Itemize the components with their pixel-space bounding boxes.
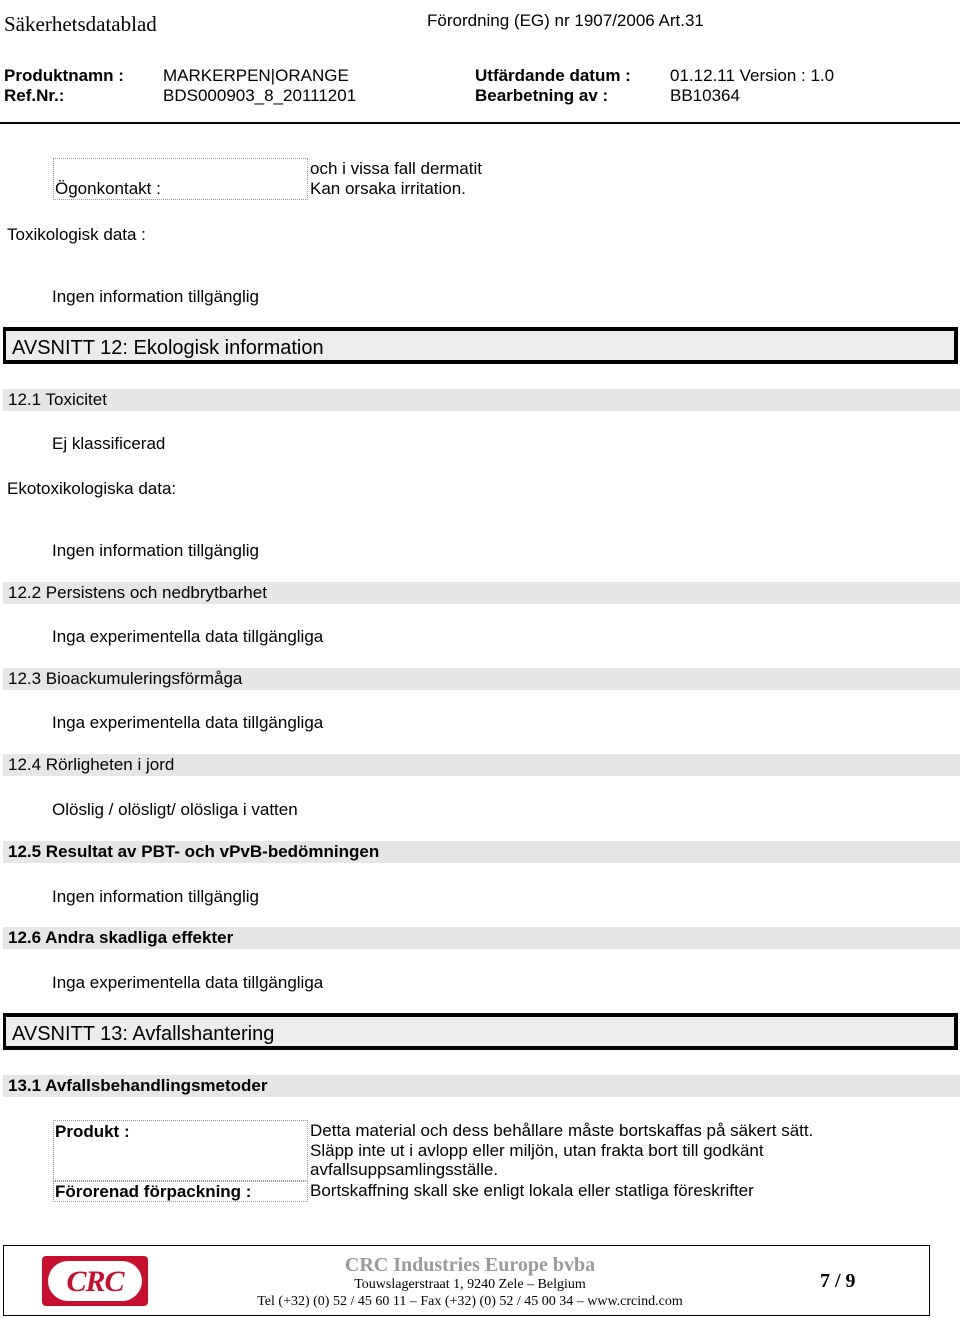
section-12-title: AVSNITT 12: Ekologisk information xyxy=(12,337,324,359)
subsection-12-2-header xyxy=(3,582,960,604)
page-number: 7 / 9 xyxy=(820,1270,856,1292)
header-divider xyxy=(0,122,960,124)
ref-number-value: BDS000903_8_20111201 xyxy=(163,86,357,105)
subsection-12-2-value: Inga experimentella data tillgängliga xyxy=(52,627,324,646)
toxicological-data-label: Toxikologisk data : xyxy=(7,225,146,244)
footer-contact: Tel (+32) (0) 52 / 45 60 11 – Fax (+32) (0) 52 / 45 00 34 – www.crcind.com xyxy=(257,1294,683,1309)
subsection-12-5-header xyxy=(3,841,960,863)
subsection-12-2-title: 12.2 Persistens och nedbrytbarhet xyxy=(8,583,267,602)
eye-contact-line-2: Kan orsaka irritation. xyxy=(310,179,466,198)
product-disposal-label: Produkt : xyxy=(55,1122,130,1141)
issue-date-value: 01.12.11 Version : 1.0 xyxy=(670,66,835,85)
ecotoxicological-data-label: Ekotoxikologiska data: xyxy=(7,479,177,498)
ref-number-label: Ref.Nr.: xyxy=(4,86,65,105)
product-name-value: MARKERPEN|ORANGE xyxy=(163,66,349,85)
subsection-12-6-title: 12.6 Andra skadliga effekter xyxy=(8,928,234,947)
edited-by-value: BB10364 xyxy=(670,86,740,105)
edited-by-label: Bearbetning av : xyxy=(475,86,609,105)
subsection-12-6-value: Inga experimentella data tillgängliga xyxy=(52,973,324,992)
regulation-reference: Förordning (EG) nr 1907/2006 Art.31 xyxy=(427,11,704,30)
subsection-12-3-value: Inga experimentella data tillgängliga xyxy=(52,713,324,732)
crc-logo xyxy=(42,1256,148,1306)
footer-company-name: CRC Industries Europe bvba xyxy=(344,1254,596,1276)
eye-contact-line-1: och i vissa fall dermatit xyxy=(310,159,482,178)
subsection-12-3-title: 12.3 Bioackumuleringsförmåga xyxy=(8,669,243,688)
section-13-title: AVSNITT 13: Avfallshantering xyxy=(12,1023,275,1045)
packaging-disposal-label: Förorenad förpackning : xyxy=(55,1182,252,1201)
toxicological-data-value: Ingen information tillgänglig xyxy=(52,287,259,306)
product-label-cell xyxy=(53,1120,308,1181)
packaging-disposal-value: Bortskaffning skall ske enligt lokala eller statliga föreskrifter xyxy=(310,1181,754,1200)
eye-contact-label-cell xyxy=(53,158,308,200)
eye-contact-label: Ögonkontakt : xyxy=(55,179,161,198)
packaging-label-cell xyxy=(53,1181,308,1202)
subsection-12-4-header xyxy=(3,754,960,776)
document-title: Säkerhetsdatablad xyxy=(4,12,157,36)
subsection-12-1-value: Ej klassificerad xyxy=(52,434,166,453)
subsection-12-3-header xyxy=(3,668,960,690)
section-13-header xyxy=(3,1013,958,1050)
ecotoxicological-data-value: Ingen information tillgänglig xyxy=(52,541,259,560)
product-disposal-line-2: Släpp inte ut i avlopp eller miljön, utan frakta bort till godkänt xyxy=(310,1141,764,1160)
product-disposal-line-1: Detta material och dess behållare måste bortskaffas på säkert sätt. xyxy=(310,1121,814,1140)
subsection-12-5-value: Ingen information tillgänglig xyxy=(52,887,259,906)
subsection-12-1-title: 12.1 Toxicitet xyxy=(8,390,107,409)
subsection-12-5-title: 12.5 Resultat av PBT- och vPvB-bedömningen xyxy=(8,842,380,861)
subsection-12-6-header xyxy=(3,927,960,949)
footer-address: Touwslagerstraat 1, 9240 Zele – Belgium xyxy=(354,1277,586,1292)
subsection-13-1-title: 13.1 Avfallsbehandlingsmetoder xyxy=(8,1076,268,1095)
product-name-label: Produktnamn : xyxy=(4,66,124,85)
issue-date-label: Utfärdande datum : xyxy=(475,66,631,85)
section-12-header xyxy=(3,327,958,364)
crc-logo-text: CRC xyxy=(66,1265,124,1298)
subsection-12-4-value: Olöslig / olösligt/ olösliga i vatten xyxy=(52,800,298,819)
subsection-13-1-header xyxy=(3,1075,960,1097)
product-disposal-line-3: avfallsuppsamlingsställe. xyxy=(310,1160,499,1179)
crc-logo-oval xyxy=(48,1261,142,1301)
subsection-12-4-title: 12.4 Rörligheten i jord xyxy=(8,755,175,774)
subsection-12-1-header xyxy=(3,389,960,411)
